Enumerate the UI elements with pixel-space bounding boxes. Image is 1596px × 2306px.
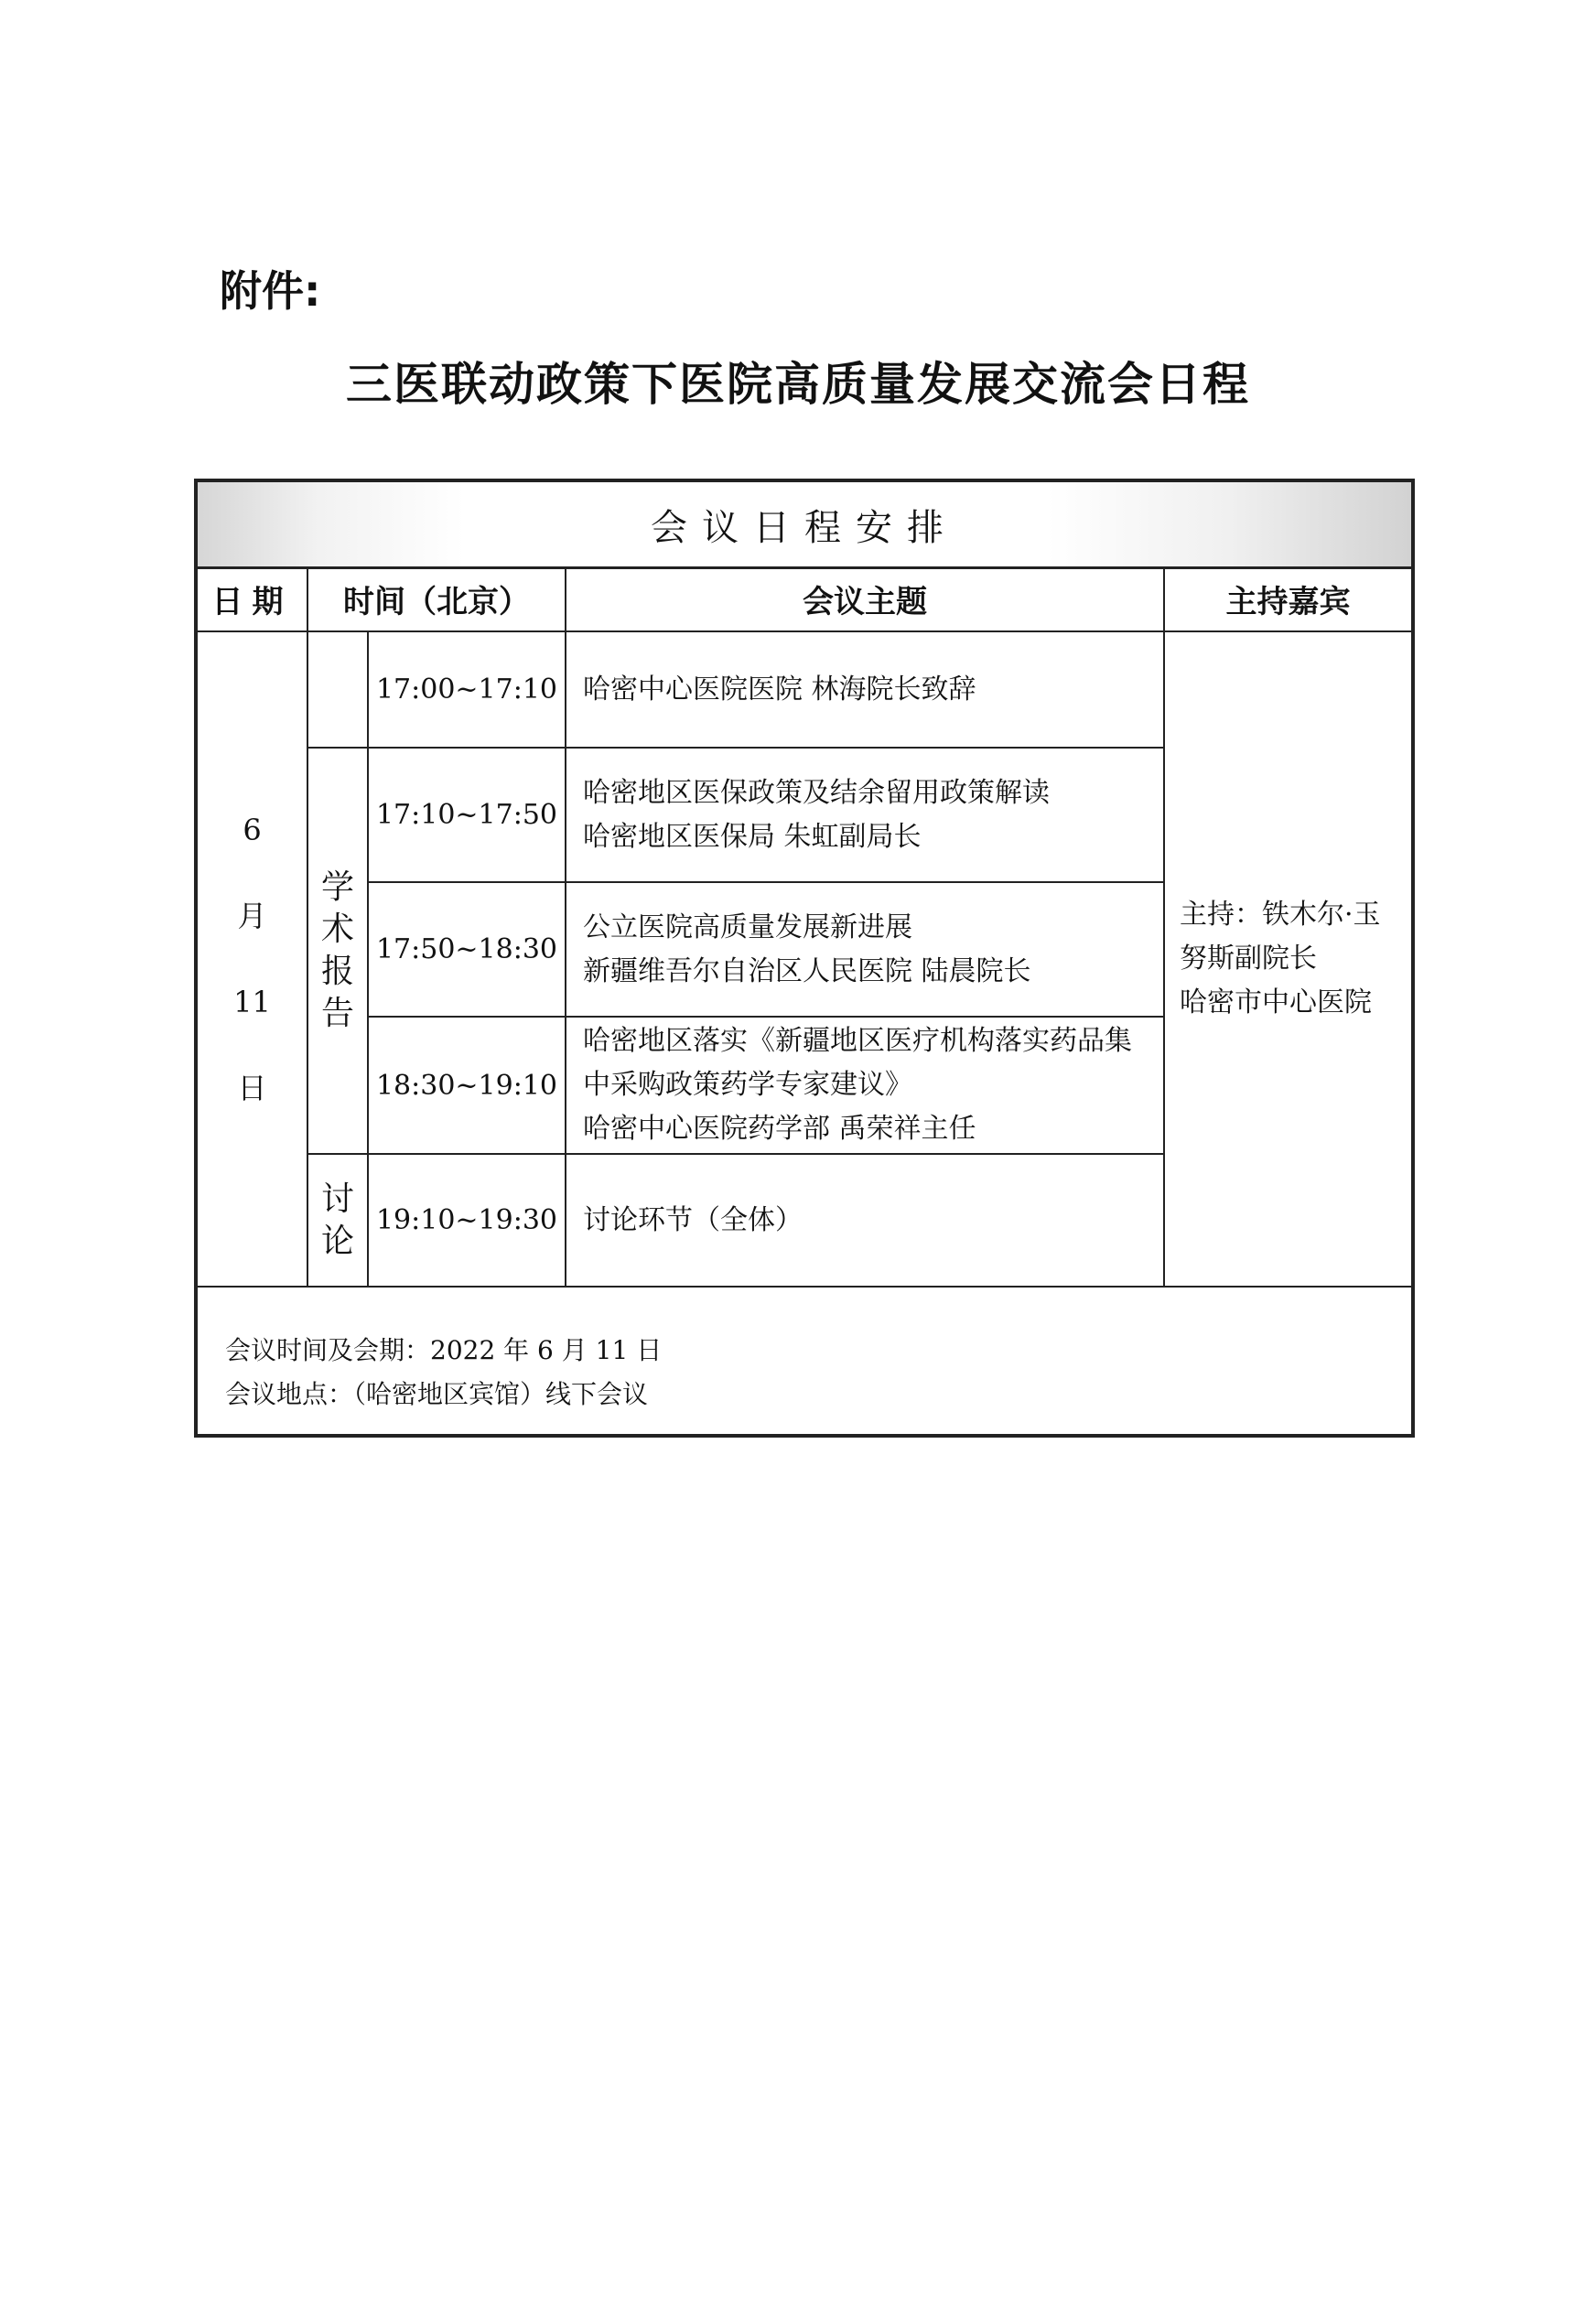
section-discussion <box>307 1154 368 1287</box>
document-title: 三医联动政策下医院高质量发展交流会日程 <box>346 358 1250 411</box>
time-cell: 19:10~19:30 <box>368 1154 566 1287</box>
date-char: 月 <box>237 899 267 933</box>
host-cell <box>1164 631 1411 1287</box>
section-char: 学 <box>320 868 354 906</box>
section-cell-empty <box>307 631 368 748</box>
topic-line: 讨论环节（全体） <box>583 1203 803 1236</box>
topic-line: 哈密中心医院药学部 禹荣祥主任 <box>583 1113 976 1145</box>
topic-line: 哈密地区落实《新疆地区医疗机构落实药品集 <box>583 1025 1132 1057</box>
table-header-row <box>198 566 1411 631</box>
date-char: 11 <box>233 985 271 1019</box>
schedule-table-frame <box>194 479 1415 1438</box>
column-header-time: 时间（北京） <box>307 566 566 631</box>
meeting-time: 会议时间及会期：2022 年 6 月 11 日 <box>225 1335 663 1365</box>
topic-line: 哈密地区医保政策及结余留用政策解读 <box>583 776 1050 809</box>
host-line: 努斯副院长 <box>1180 943 1317 975</box>
topic-cell <box>566 631 1164 748</box>
section-char: 论 <box>320 1222 354 1260</box>
topic-line: 哈密地区医保局 朱虹副局长 <box>583 820 922 853</box>
column-header-date: 日期 <box>198 566 307 631</box>
host-line: 哈密市中心医院 <box>1180 986 1372 1018</box>
topic-cell <box>566 1154 1164 1287</box>
time-cell: 17:00~17:10 <box>368 631 566 748</box>
date-cell <box>198 631 307 1287</box>
meeting-info <box>225 1329 662 1417</box>
topic-line: 哈密中心医院医院 林海院长致辞 <box>583 673 976 706</box>
section-char: 讨 <box>320 1180 354 1218</box>
meeting-place: 会议地点：（哈密地区宾馆）线下会议 <box>225 1379 649 1409</box>
date-char: 6 <box>243 813 262 847</box>
section-char: 术 <box>320 911 354 948</box>
host-line: 主持：铁木尔·玉 <box>1180 899 1381 931</box>
topic-line: 中采购政策药学专家建议》 <box>583 1069 912 1101</box>
time-cell: 18:30~19:10 <box>368 1017 566 1154</box>
attachment-label: 附件: <box>220 266 321 316</box>
section-char: 报 <box>320 953 354 990</box>
topic-cell <box>566 748 1164 882</box>
column-header-topic: 会议主题 <box>566 566 1164 631</box>
topic-line: 公立医院高质量发展新进展 <box>583 911 912 943</box>
section-academic-report <box>307 748 368 1154</box>
topic-cell <box>566 1017 1164 1154</box>
column-header-host: 主持嘉宾 <box>1164 566 1411 631</box>
topic-cell <box>566 882 1164 1017</box>
time-cell: 17:50~18:30 <box>368 882 566 1017</box>
schedule-table <box>198 566 1411 1288</box>
topic-line: 新疆维吾尔自治区人民医院 陆晨院长 <box>583 954 1031 987</box>
table-row <box>198 631 1411 748</box>
time-cell: 17:10~17:50 <box>368 748 566 882</box>
date-char: 日 <box>237 1071 267 1105</box>
schedule-header: 会议日程安排 <box>198 482 1411 569</box>
section-char: 告 <box>320 995 354 1032</box>
